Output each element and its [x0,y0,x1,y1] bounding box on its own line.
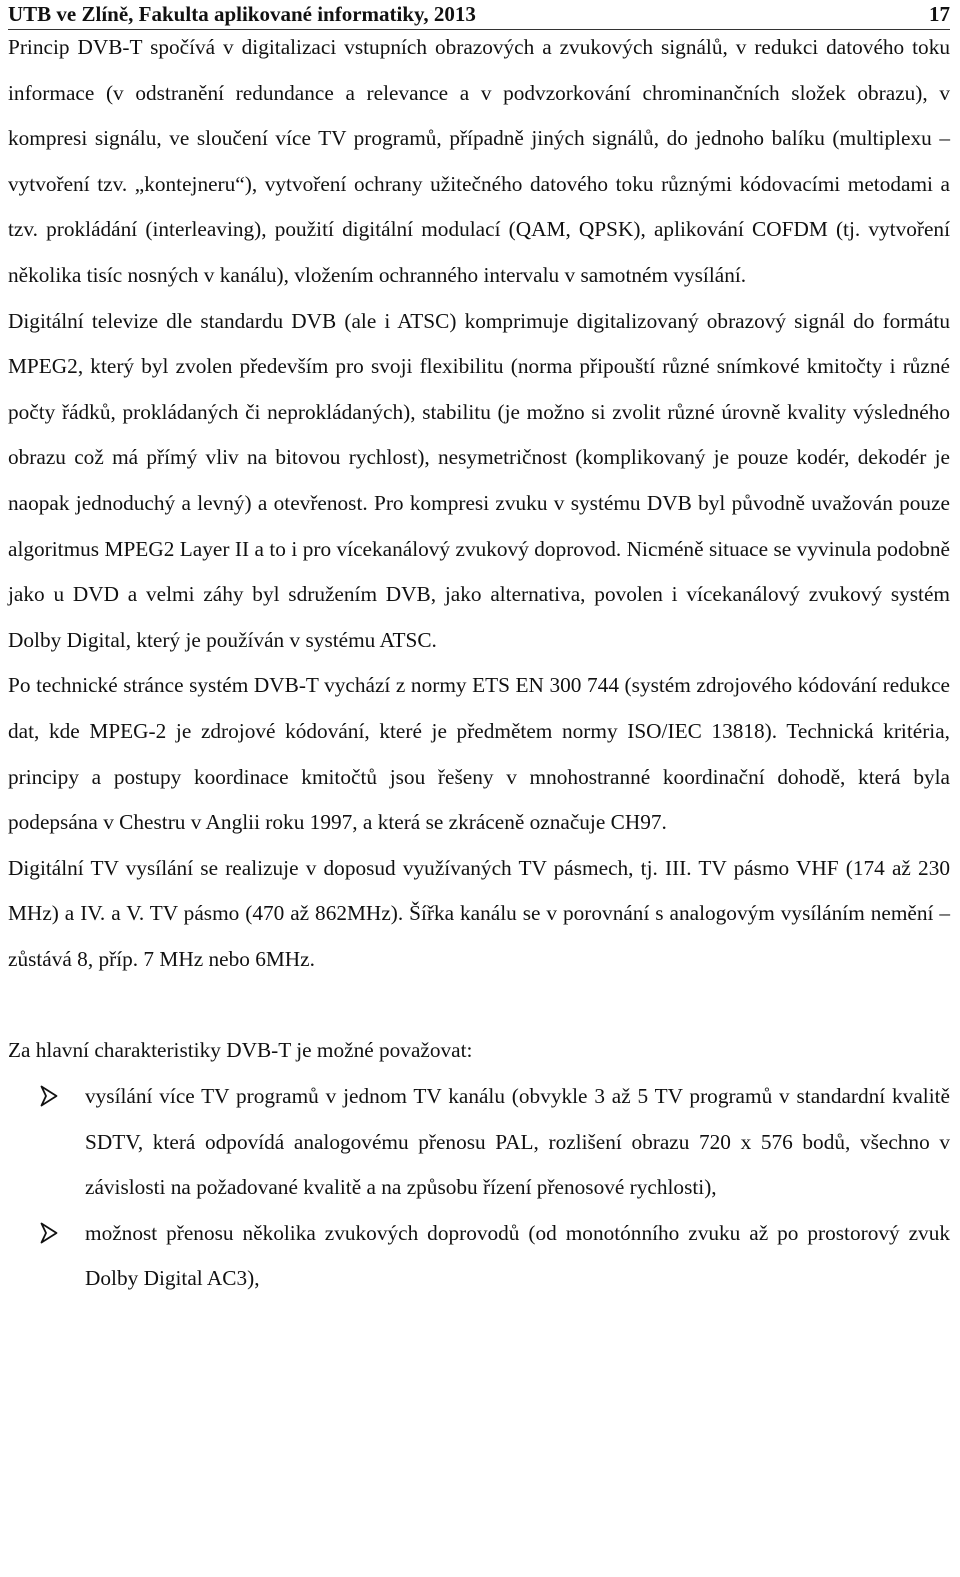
header-title: UTB ve Zlíně, Fakulta aplikované informatiky, 2013 [8,2,476,26]
paragraph-dvbt-principle: Princip DVB-T spočívá v digitalizaci vstupních obrazových a zvukových signálů, v redukci datového toku informace (v odstranění redundance a relevance a v podvzorkování chrominančních složek obrazu), v kompresi signálu, ve sloučení více TV programů, případně jiných signálů, do jednoho balíku (multiplexu – vytvoření tzv. „kontejneru“), vytvoření ochrany užitečného datového toku různými kódovacími metodami a tzv. prokládání (interleaving), použití digitální modulací (QAM, QPSK), aplikování COFDM (tj. vytvoření několika tisíc nosných v kanálu), vložením ochranného intervalu v samotném vysílání. [8,35,950,287]
page-number: 17 [929,2,950,26]
list-item [8,1211,950,1302]
paragraph-digital-tv-standard: Digitální televize dle standardu DVB (ale i ATSC) komprimuje digitalizovaný obrazový signál do formátu MPEG2, který byl zvolen především pro svoji flexibilitu (norma připouští různé snímkové kmitočty i různé počty řádků, prokládaných či neprokládaných), stabilitu (je možno si zvolit různé úrovně kvality výsledného obrazu což má přímý vliv na bitovou rychlost), nesymetričnost (komplikovaný je pouze kodér, dekodér je naopak jednoduchý a levný) a otevřenost. Pro kompresi zvuku v systému DVB byl původně uvažován pouze algoritmus MPEG2 Layer II a to i pro vícekanálový zvukový doprovod. Nicméně situace se vyvinula podobně jako u DVD a velmi záhy byl sdružením DVB, jako alternativa, povolen i vícekanálový zvukový systém Dolby Digital, který je používán v systému ATSC. [8,308,950,652]
list-item-text: vysílání více TV programů v jednom TV kanálu (obvykle 3 až 5 TV programů v standardní kvalitě SDTV, která odpovídá analogovému přenosu PAL, rozlišení obrazu 720 x 576 bodů, všechno v závislosti na požadované kvalitě a na způsobu řízení přenosové rychlosti), [85,1084,950,1200]
list-item-text: možnost přenosu několika zvukových doprovodů (od monotónního zvuku až po prostorový zvuk Dolby Digital AC3), [85,1220,950,1291]
list-item [8,1074,950,1211]
characteristics-list [8,1074,950,1302]
paragraph-technical-side: Po technické stránce systém DVB-T vychází z normy ETS EN 300 744 (systém zdrojového kódování redukce dat, kde MPEG-2 je zdrojové kódování, které je předmětem normy ISO/IEC 13818). Technická kritéria, principy a postupy koordinace kmitočtů jsou řešeny v mnohostranné koordinační dohodě, která byla podepsána v Chestru v Anglii roku 1997, a která se zkráceně označuje CH97. [8,673,950,835]
body-text [8,25,950,1302]
document-page [8,0,950,1302]
characteristics-intro: Za hlavní charakteristiky DVB-T je možné považovat: [8,1038,473,1063]
arrowhead-bullet-icon [40,1085,58,1107]
paragraph-spacer [8,982,950,1028]
arrowhead-bullet-icon [40,1222,58,1244]
paragraph-tv-bands: Digitální TV vysílání se realizuje v doposud využívaných TV pásmech, tj. III. TV pásmo VHF (174 až 230 MHz) a IV. a V. TV pásmo (470 až 862MHz). Šířka kanálu se v porovnání s analogovým vysíláním nemění – zůstává 8, příp. 7 MHz nebo 6MHz. [8,855,950,971]
